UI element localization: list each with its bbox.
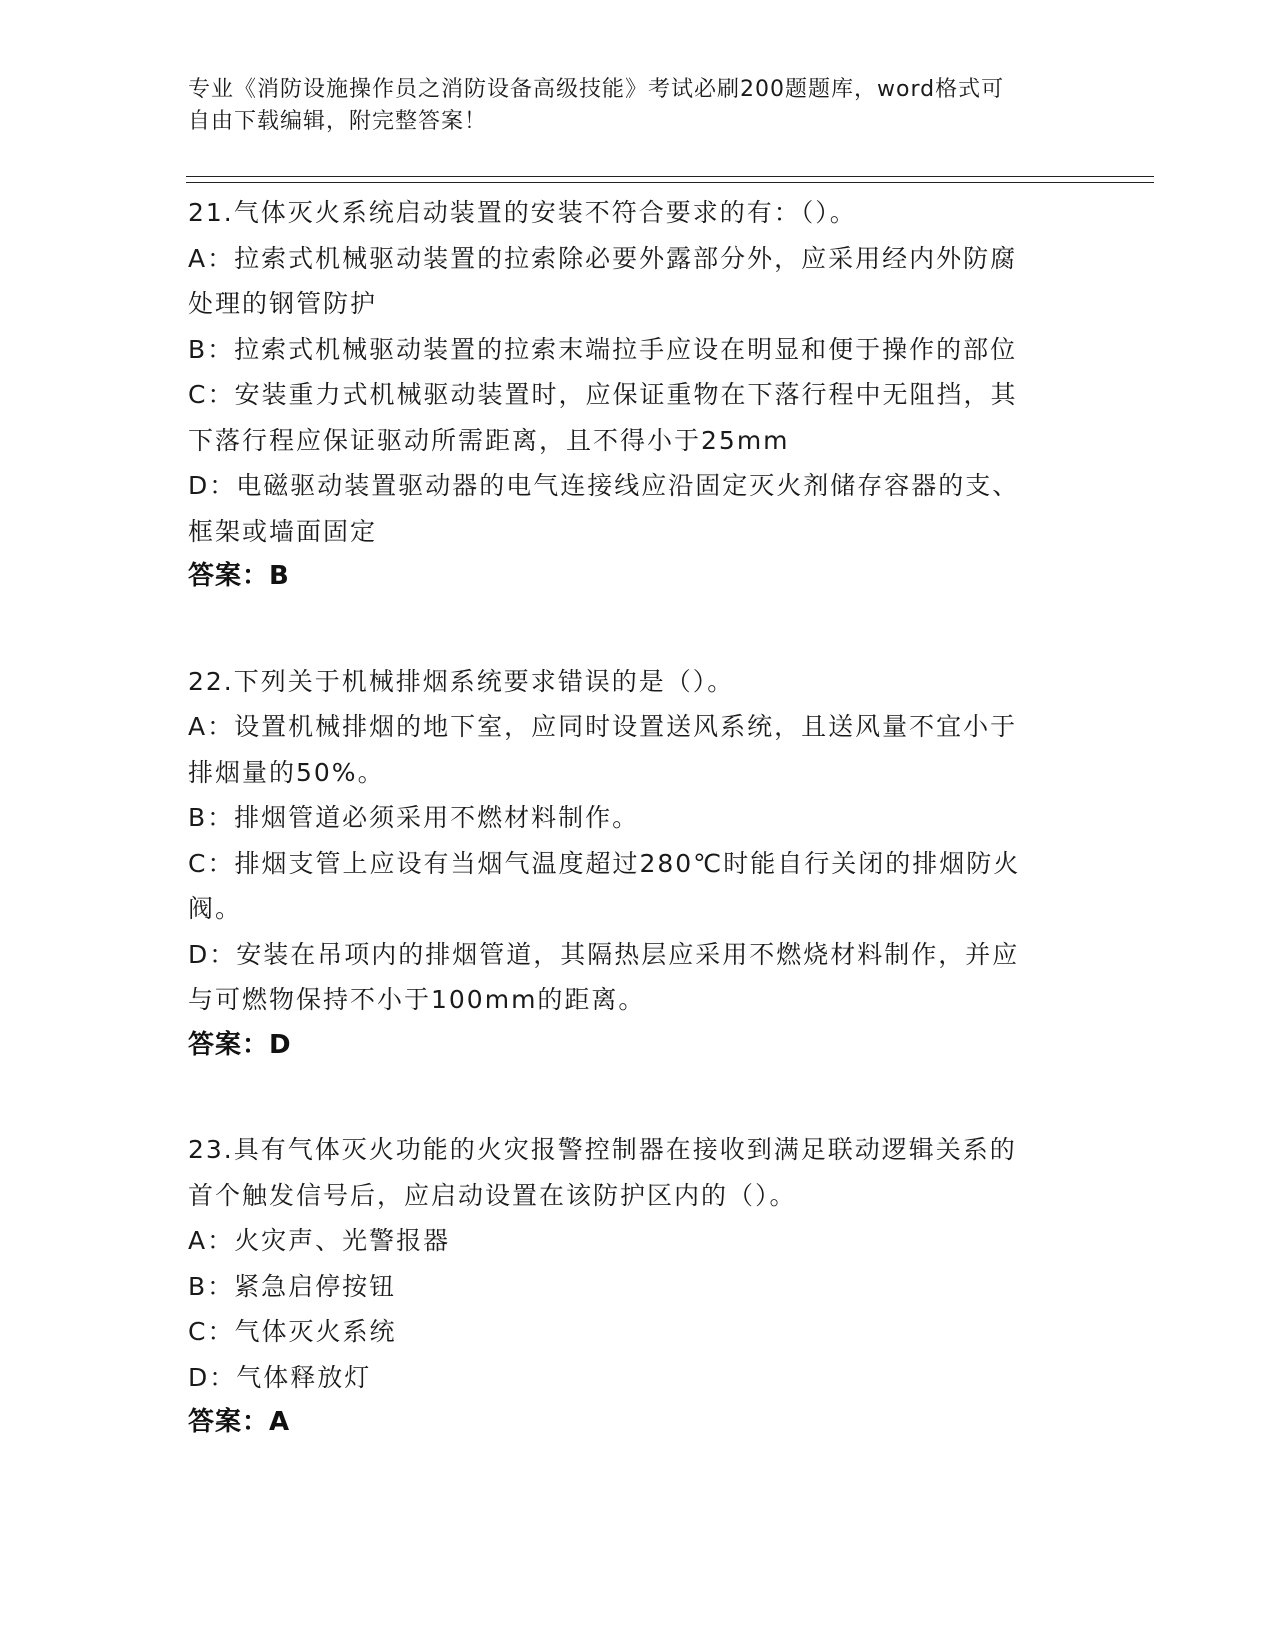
- option-line: A：设置机械排烟的地下室，应同时设置送风系统，且送风量不宜小于: [188, 712, 1018, 741]
- header-line: 自由下载编辑，附完整答案！: [188, 109, 488, 134]
- question-stem: 23.具有气体灭火功能的火灾报警控制器在接收到满足联动逻辑关系的: [188, 1135, 1017, 1164]
- option-line: B：紧急启停按钮: [188, 1271, 397, 1301]
- question-stem: 首个触发信号后，应启动设置在该防护区内的（）。: [188, 1180, 797, 1210]
- option-b: [188, 795, 1088, 841]
- option-line: 与可燃物保持不小于100mm的距离。: [188, 985, 646, 1014]
- option-line: D：电磁驱动装置驱动器的电气连接线应沿固定灭火剂储存容器的支、: [188, 471, 1020, 500]
- option-c: [188, 841, 1088, 932]
- answer: 答案：D: [188, 1029, 292, 1060]
- option-b: [188, 327, 1088, 373]
- option-line: 排烟量的50%。: [188, 757, 385, 787]
- question-23: [188, 1127, 1088, 1446]
- question-22: [188, 659, 1088, 1069]
- option-line: A：拉索式机械驱动装置的拉索除必要外露部分外，应采用经内外防腐: [188, 243, 1018, 273]
- option-line: D：气体释放灯: [188, 1362, 372, 1392]
- header-line: 专业《消防设施操作员之消防设备高级技能》考试必刷200题题库，word格式可: [188, 77, 1005, 102]
- option-a: [188, 236, 1088, 327]
- option-d: [188, 932, 1088, 1023]
- option-b: [188, 1264, 1088, 1310]
- option-a: [188, 1218, 1088, 1264]
- question-list: [188, 190, 1088, 1505]
- option-line: B：拉索式机械驱动装置的拉索末端拉手应设在明显和便于操作的部位: [188, 334, 1018, 364]
- option-d: [188, 463, 1088, 554]
- option-line: B：排烟管道必须采用不燃材料制作。: [188, 803, 640, 832]
- option-line: 处理的钢管防护: [188, 289, 378, 318]
- option-line: 下落行程应保证驱动所需距离，且不得小于25mm: [188, 425, 790, 455]
- option-line: C：气体灭火系统: [188, 1317, 397, 1346]
- option-line: 框架或墙面固定: [188, 516, 378, 546]
- option-c: [188, 1309, 1088, 1355]
- question-stem: 22.下列关于机械排烟系统要求错误的是（）。: [188, 666, 735, 696]
- option-a: [188, 704, 1088, 795]
- answer: 答案：A: [188, 1407, 291, 1437]
- option-line: A：火灾声、光警报器: [188, 1226, 451, 1255]
- option-line: C：安装重力式机械驱动装置时，应保证重物在下落行程中无阻挡，其: [188, 380, 1018, 409]
- option-line: D：安装在吊项内的排烟管道，其隔热层应采用不燃烧材料制作，并应: [188, 939, 1020, 969]
- answer: 答案：B: [188, 561, 290, 591]
- document-header: [188, 74, 1068, 138]
- option-d: [188, 1355, 1088, 1401]
- question-21: [188, 190, 1088, 600]
- option-line: C：排烟支管上应设有当烟气温度超过280℃时能自行关闭的排烟防火: [188, 848, 1021, 878]
- option-line: 阀。: [188, 894, 243, 923]
- option-c: [188, 372, 1088, 463]
- header-divider: [186, 176, 1154, 183]
- question-stem: 21.气体灭火系统启动装置的安装不符合要求的有：（）。: [188, 198, 857, 227]
